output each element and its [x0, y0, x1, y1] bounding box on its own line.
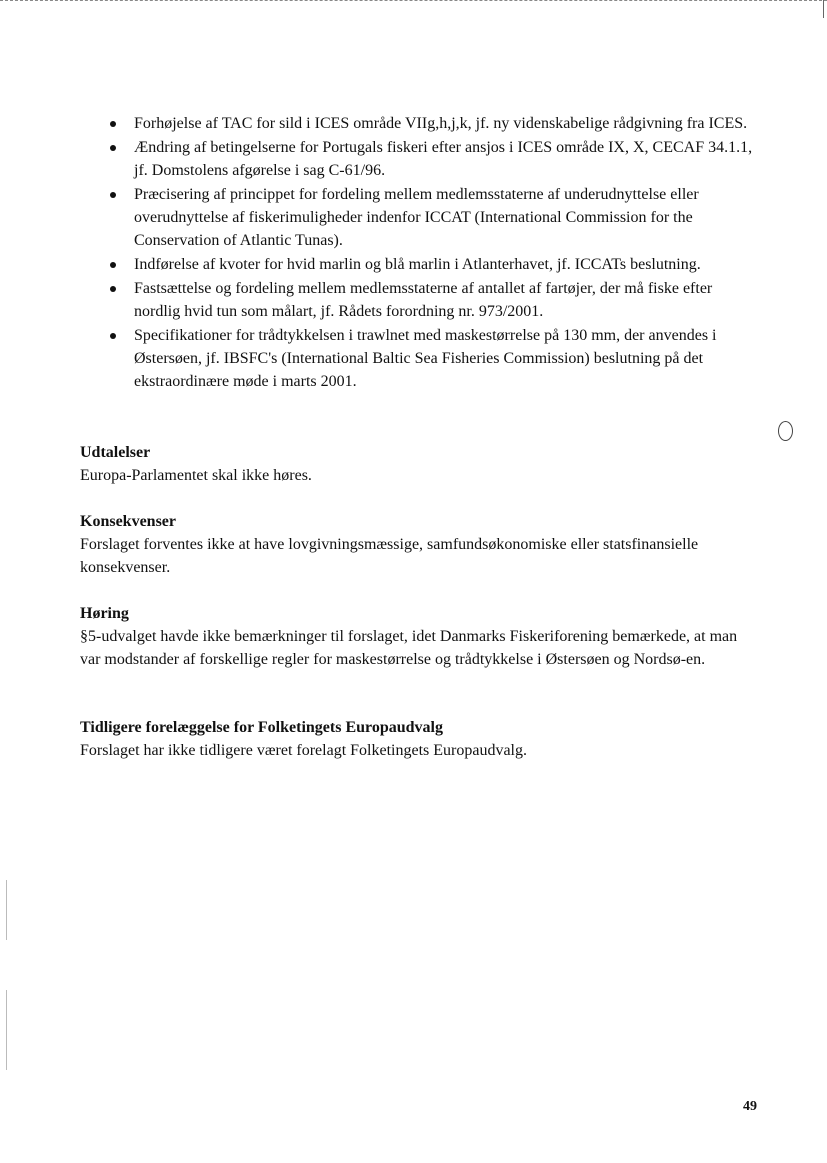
list-item	[110, 324, 755, 393]
section-text: §5-udvalget havde ikke bemærkninger til forslaget, idet Danmarks Fiskeriforening bemærkede, at man var modstander af forskellige regler for maskestørrelse og trådtykkelse i Østersøen og Nordsø-en.	[80, 628, 738, 668]
bullet-icon	[110, 192, 116, 198]
bullet-text: Ændring af betingelserne for Portugals fiskeri efter ansjos i ICES område IX, X, CECAF 34.1.1, jf. Domstolens afgørelse i sag C-61/96.	[134, 139, 753, 179]
scan-margin-line	[6, 880, 7, 940]
section-tidligere	[80, 716, 755, 762]
list-item	[110, 112, 755, 135]
list-item	[110, 136, 755, 182]
section-konsekvenser	[80, 510, 755, 579]
list-item	[110, 277, 755, 323]
bullet-text: Indførelse af kvoter for hvid marlin og blå marlin i Atlanterhavet, jf. ICCATs beslutning.	[134, 256, 701, 273]
bullet-icon	[110, 333, 116, 339]
list-item	[110, 253, 755, 276]
section-text: Forslaget forventes ikke at have lovgivningsmæssige, samfundsøkonomiske eller statsfinansielle konsekvenser.	[80, 536, 699, 576]
margin-circle-mark	[778, 421, 793, 441]
section-heading: Udtalelser	[80, 444, 151, 461]
bullet-list	[110, 112, 755, 394]
section-hoering	[80, 602, 755, 671]
scan-margin-line	[6, 990, 7, 1070]
bullet-text: Forhøjelse af TAC for sild i ICES område VIIg,h,j,k, jf. ny videnskabelige rådgivning fra ICES.	[134, 115, 748, 132]
bullet-icon	[110, 145, 116, 151]
bullet-text: Specifikationer for trådtykkelsen i trawlnet med maskestørrelse på 130 mm, der anvendes i Østersøen, jf. IBSFC's (International Baltic Sea Fisheries Commission) beslutning på det ekstraordinære møde i marts 2001.	[134, 327, 717, 390]
scan-top-edge	[0, 0, 827, 4]
bullet-text: Fastsættelse og fordeling mellem medlemsstaterne af antallet af fartøjer, der må fiske efter nordlig hvid tun som målart, jf. Rådets forordning nr. 973/2001.	[134, 280, 713, 320]
list-item	[110, 183, 755, 252]
scan-right-edge	[823, 0, 824, 18]
section-heading: Konsekvenser	[80, 513, 176, 530]
section-udtalelser	[80, 441, 755, 487]
section-text: Forslaget har ikke tidligere været forelagt Folketingets Europaudvalg.	[80, 742, 527, 759]
bullet-text: Præcisering af princippet for fordeling mellem medlemsstaterne af underudnyttelse eller overudnyttelse af fiskerimuligheder indenfor ICCAT (International Commission for the Conservation of Atlantic Tunas).	[134, 186, 699, 249]
bullet-icon	[110, 286, 116, 292]
section-heading: Tidligere forelæggelse for Folketingets Europaudvalg	[80, 719, 443, 736]
page-number: 49	[743, 1099, 757, 1114]
bullet-icon	[110, 262, 116, 268]
section-text: Europa-Parlamentet skal ikke høres.	[80, 467, 312, 484]
bullet-icon	[110, 121, 116, 127]
section-heading: Høring	[80, 605, 129, 622]
